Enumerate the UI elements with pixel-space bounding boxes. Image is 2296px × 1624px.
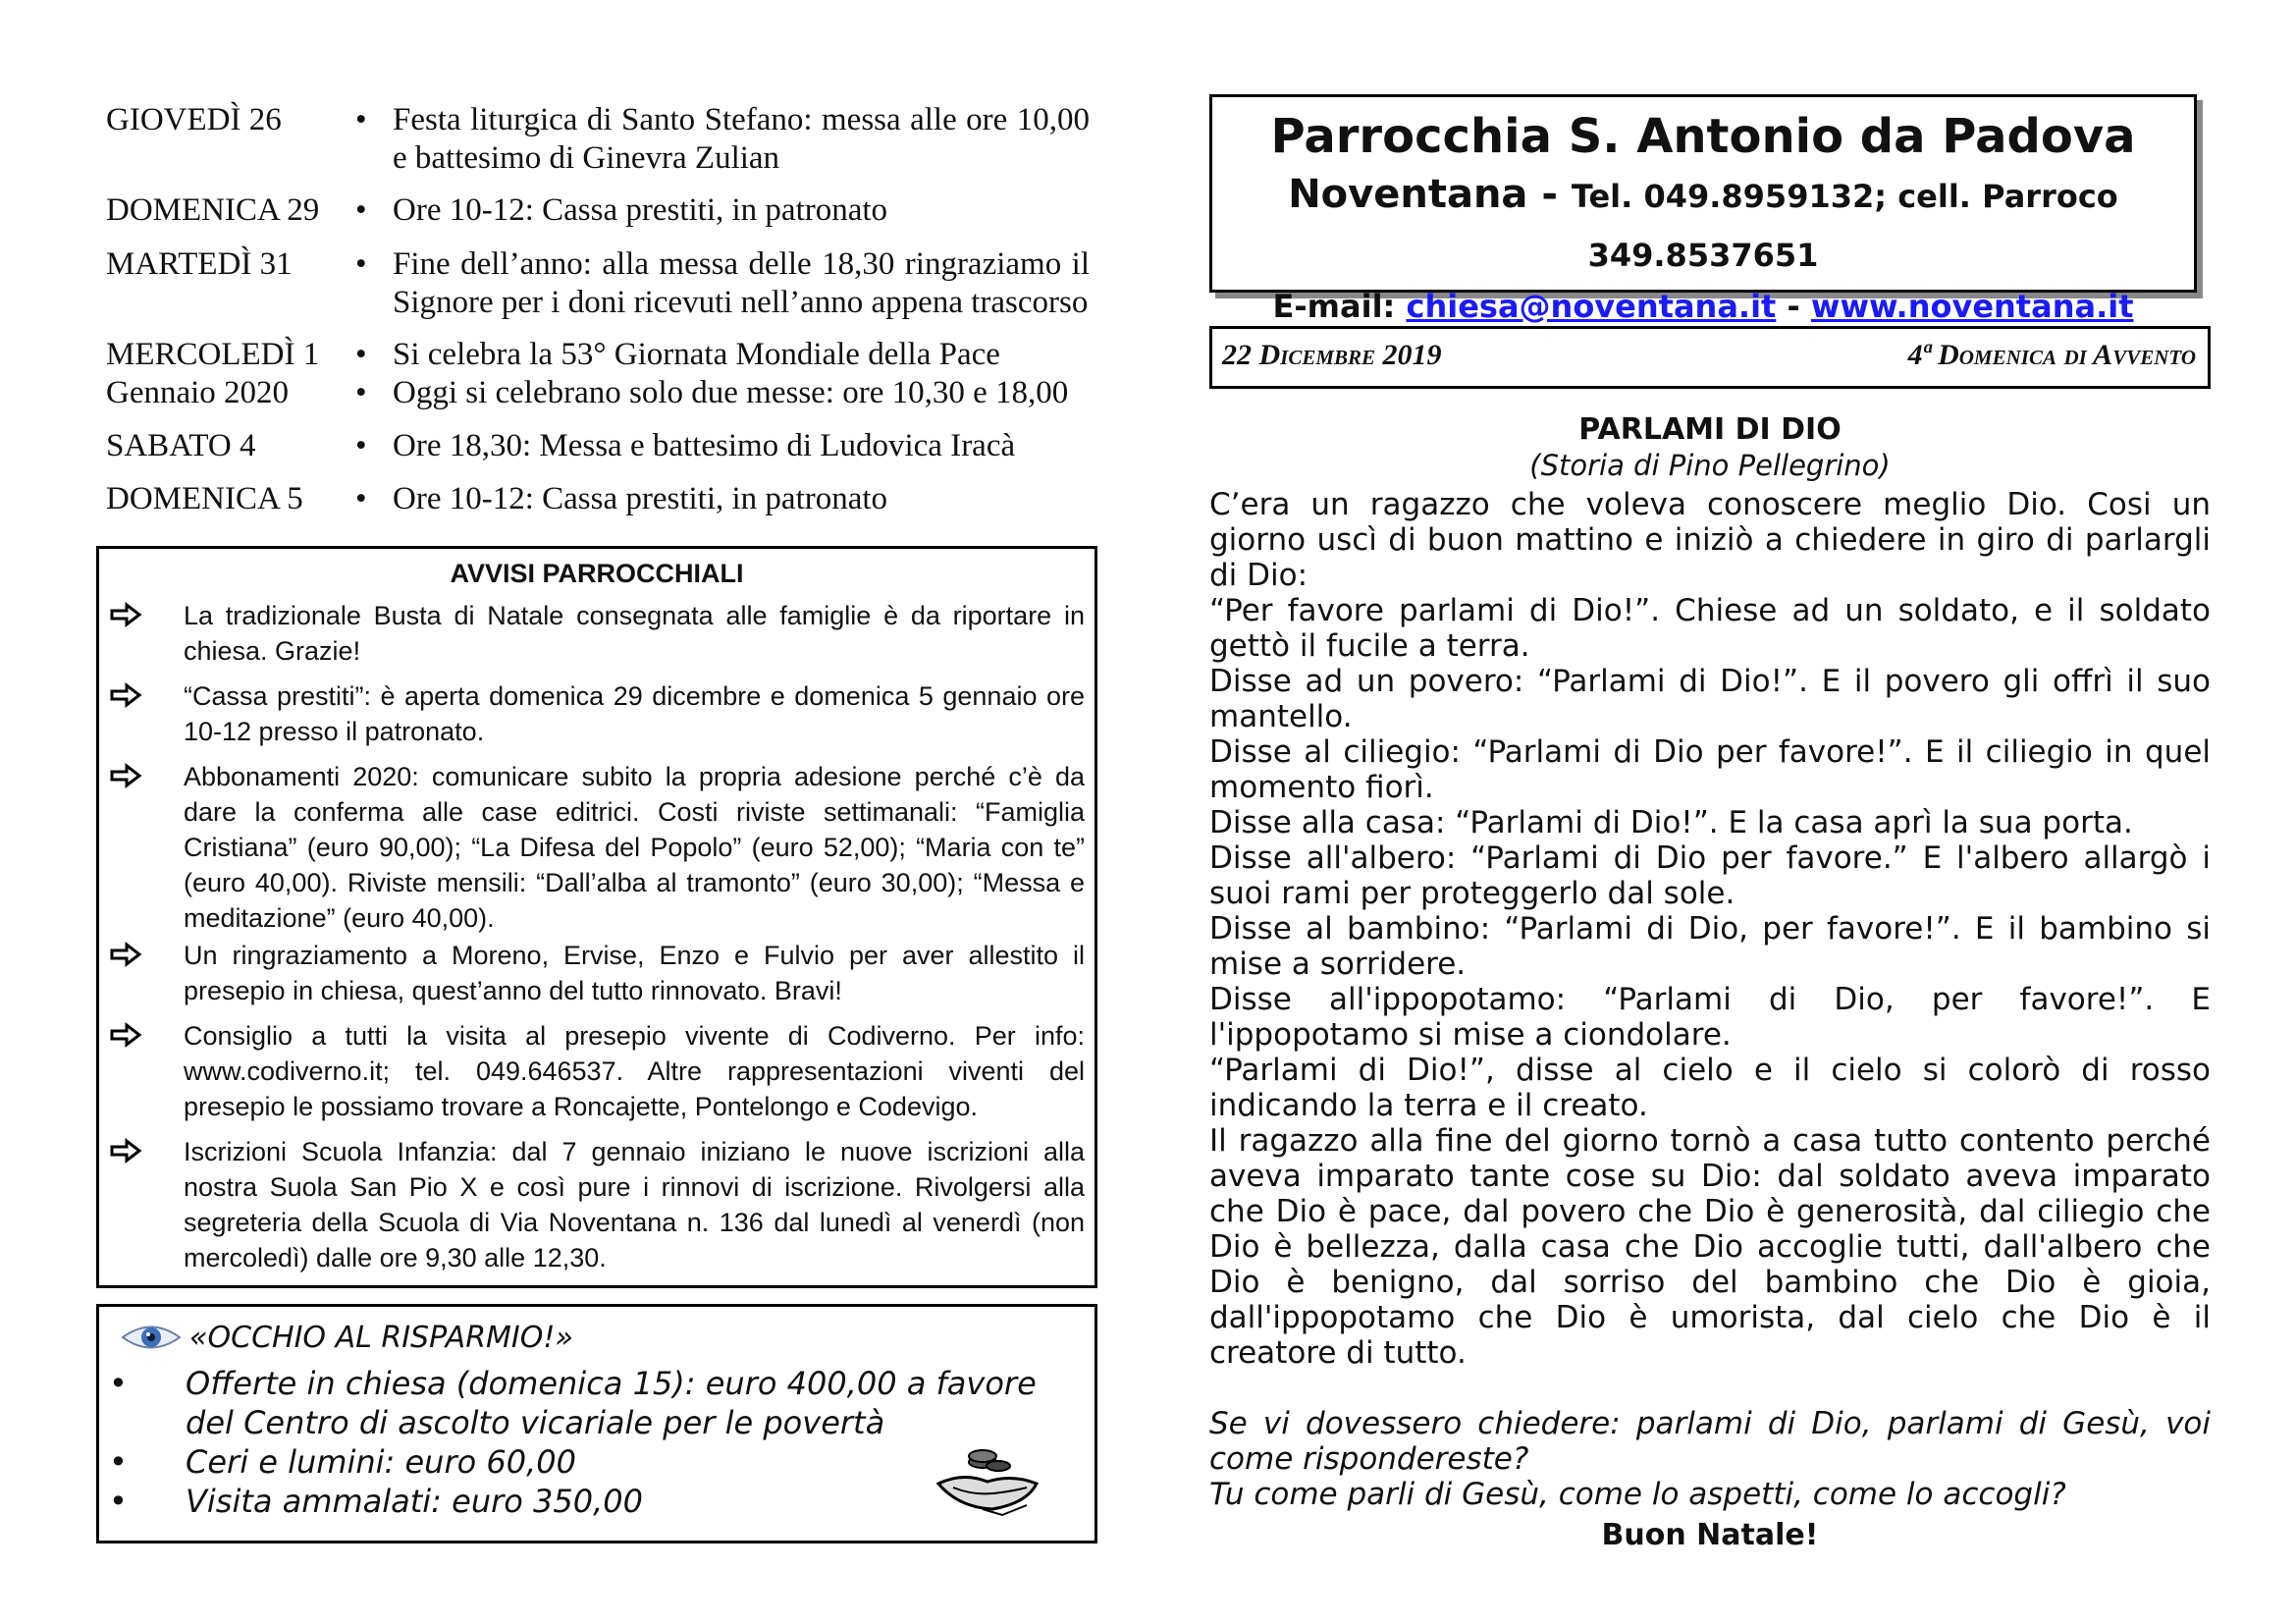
calendar-day: MERCOLEDÌ 1 Gennaio 2020 <box>106 337 320 410</box>
story-subtitle: (Storia di Pino Pellegrino) <box>1529 449 1891 482</box>
story <box>1209 412 2211 1553</box>
story-paragraph: “Per favore parlami di Dio!”. Chiese ad un soldato, e il soldato gettò il fucile a terra. <box>1209 593 2211 664</box>
calendar-item: • Festa liturgica di Santo Stefano: messa alle ore 10,00 e battesimo di Ginevra Zulian <box>355 102 1090 176</box>
story-paragraph: Il ragazzo alla fine del giorno tornò a casa tutto contento perché aveva imparato tante cose su Dio: dal soldato aveva imparato che Dio è pace, dal povero che Dio è generosità, dal ciliegio che Dio è bellezza, dalla casa che Dio accoglie tutti, dall'albero che Dio è benigno, dal sorriso del bambino che Dio è gioia, dall'ippopotamo che Dio è umorista, dal cielo che Dio è il creatore di tutto. <box>1209 1123 2211 1371</box>
issue-date: 22 Dicembre 2019 <box>1222 339 1442 371</box>
calendar-item: • Ore 10-12: Cassa prestiti, in patronato <box>355 192 888 228</box>
arrow-right-icon <box>109 940 142 969</box>
story-question: Se vi dovessero chiedere: parlami di Dio, parlami di Gesù, voi come rispondereste? <box>1209 1406 2211 1477</box>
calendar-day: SABATO 4 <box>106 428 256 463</box>
story-paragraph: Disse alla casa: “Parlami di Dio!”. E la casa aprì la sua porta. <box>1209 805 2133 840</box>
story-paragraph: Disse al bambino: “Parlami di Dio, per favore!”. E il bambino si mise a sorridere. <box>1209 911 2211 982</box>
calendar-item: • Ore 18,30: Messa e battesimo di Ludovica Iracà <box>355 428 1016 463</box>
calendar-item: • Fine dell’anno: alla messa delle 18,30 ringraziamo il Signore per i doni ricevuti nell’anno appena trascorso <box>355 246 1090 320</box>
story-question: Tu come parli di Gesù, come lo aspetti, come lo accogli? <box>1209 1477 2066 1512</box>
coins-hand-icon <box>934 1444 1041 1517</box>
risparmio-box: «OCCHIO AL RISPARMIO!» • Offerte in chiesa (domenica 15): euro 400,00 a favore del Centro di ascolto vicariale per le povertà • Ceri e lumini: euro 60,00 • Visita ammalati: euro 350,00 <box>96 1304 1097 1543</box>
calendar-item: • Ore 10-12: Cassa prestiti, in patronato <box>355 481 888 516</box>
avvisi-box: AVVISI PARROCCHIALI La tradizionale Busta di Natale consegnata alle famiglie è da riportare in chiesa. Grazie! “Cassa prestiti”: è aperta domenica 29 dicembre e domenica 5 gennaio ore 10-12 presso il patronato. Abbonamenti 2020: comunicare subito la propria adesione perché c’è da dare la conferma alle case editrici. Costi riviste settimanali: “Famiglia Cristiana” (euro 90,00); “La Difesa del Popolo” (euro 52,00); “Maria con te” (euro 40,00). Riviste mensili: “Dall’alba al tramonto” (euro 30,00); “Messa e meditazione” (euro 40,00). Un ringraziamento a Moreno, Ervise, Enzo e Fulvio per aver allestito il presepio in chiesa, quest’anno del tutto rinnovato. Bravi! Consiglio a tutti la visita al presepio vivente di Codiverno. Per info: www.codiverno.it; tel. 049.646537. Altre rappresentazioni viventi del presepio le possiamo trovare a Roncajette, Pontelongo e Codevigo. Iscrizioni Scuola Infanzia: dal 7 gennaio iniziano le nuove iscrizioni alla nostra Suola San Pio X e così pure i rinnovi di iscrizione. Rivolgersi alla segreteria della Scuola di Via Noventana n. 136 dal lunedì al venerdì (non mercoledì) dalle ore 9,30 alle 12,30. <box>96 546 1097 1288</box>
email-line: E-mail: chiesa@noventana.it - www.noventana.it <box>1272 288 2134 325</box>
contact-line: Noventana - Tel. 049.8959132; cell. Parroco 349.8537651 <box>1288 172 2118 274</box>
arrow-right-icon <box>109 600 142 629</box>
calendar-day: DOMENICA 29 <box>106 192 320 228</box>
calendar-day: DOMENICA 5 <box>106 481 303 516</box>
story-paragraph: Disse all'ippopotamo: “Parlami di Dio, per favore!”. E l'ippopotamo si mise a ciondolare. <box>1209 982 2211 1053</box>
calendar-day: GIOVEDÌ 26 <box>106 102 282 137</box>
risparmio-title: «OCCHIO AL RISPARMIO!» <box>189 1321 573 1355</box>
story-paragraph: C’era un ragazzo che voleva conoscere meglio Dio. Cosi un giorno uscì di buon mattino e iniziò a chiedere in giro di parlargli di Dio: <box>1209 487 2211 593</box>
avvisi-title: AVVISI PARROCCHIALI <box>450 559 744 588</box>
arrow-right-icon <box>109 1020 142 1050</box>
liturgical-sunday: 4ª Domenica di Avvento <box>1907 339 2196 371</box>
date-bar <box>1209 326 2211 389</box>
website-link[interactable]: www.noventana.it <box>1810 288 2134 325</box>
story-closing: Buon Natale! <box>1601 1518 1819 1552</box>
email-link[interactable]: chiesa@noventana.it <box>1406 288 1777 325</box>
calendar-item: • Oggi si celebrano solo due messe: ore 10,30 e 18,00 <box>355 375 1069 410</box>
eye-icon <box>121 1321 182 1354</box>
story-paragraph: Disse al ciliegio: “Parlami di Dio per favore!”. E il ciliegio in quel momento fiorì. <box>1209 734 2211 805</box>
story-paragraph: Disse all'albero: “Parlami di Dio per favore.” E l'albero allargò i suoi rami per proteggerlo dal sole. <box>1209 840 2211 911</box>
story-paragraph: Disse ad un povero: “Parlami di Dio!”. E il povero gli offrì il suo mantello. <box>1209 664 2211 734</box>
calendar-day: MARTEDÌ 31 <box>106 246 293 282</box>
parish-name: Parrocchia S. Antonio da Padova <box>1270 109 2136 164</box>
parish-header <box>1209 94 2197 325</box>
arrow-right-icon <box>109 761 142 790</box>
calendar-item: • Si celebra la 53° Giornata Mondiale della Pace <box>355 337 1000 372</box>
arrow-right-icon <box>109 680 142 710</box>
story-title: PARLAMI DI DIO <box>1578 412 1842 447</box>
arrow-right-icon <box>109 1136 142 1165</box>
story-paragraph: “Parlami di Dio!”, disse al cielo e il cielo si colorò di rosso indicando la terra e il creato. <box>1209 1053 2211 1123</box>
